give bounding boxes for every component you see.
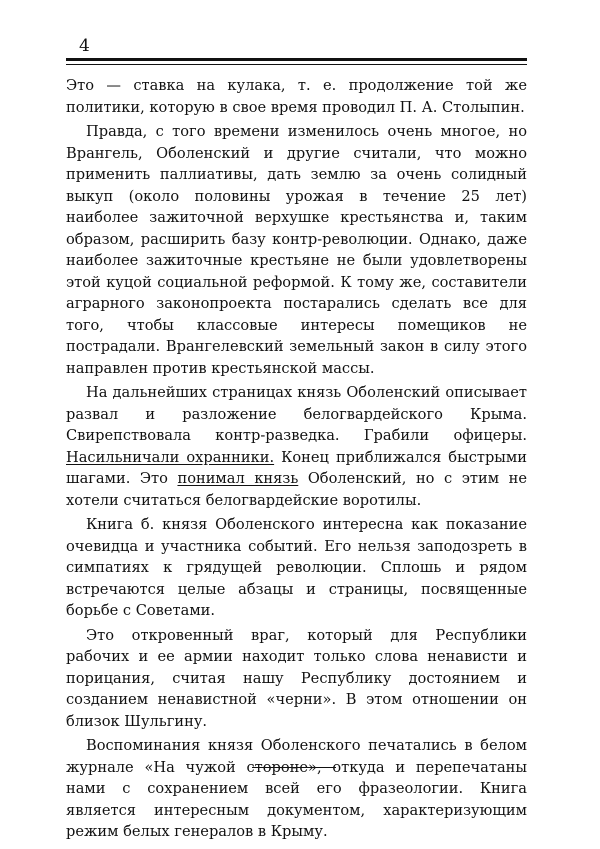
paragraph-2: Правда, с того времени изменилось очень многое, но Врангель, Оболенский и другие считали, что можно применить паллиативы, дать землю за очень солидный выкуп (около половины урожая в течение 25 лет) наиболее зажиточной верхушке крестьянства и, таким образом, расширить базу контр-революции. Однако, даже наиболее зажиточные крестьяне не были удовлетворены этой куцой социальной реформой. К тому же, составители аграрного законопроекта постарались сделать все для того, чтобы классовые интересы помещиков не пострадали. Врангелевский земельный закон в силу этого направлен против крестьянской массы. — [66, 123, 527, 377]
paragraph-3-part-a: На дальнейших страницах князь Оболенский описывает развал и разложение белогвардейского Крыма. Свирепствовала контр-разведка. Грабили офицеры. — [66, 384, 527, 444]
header-rule-thin — [66, 64, 527, 65]
paragraph-4: Книга б. князя Оболенского интересна как показание очевидца и участника событий. Его нельзя заподозреть в симпатиях к грядущей революции. Сплошь и рядом встречаются целые абзацы и страницы, посвященные борьбе с Советами. — [66, 516, 527, 619]
paragraph-6: Воспоминания князя Оболенского печатались в белом журнале «На чужой стороне», откуда и перепечатаны нами с сохранением всей его фразеологии. Книга является интересным документом, характеризующим режим белых генералов в Крыму. — [66, 737, 527, 840]
underlined-phrase-prince: понимал князь — [177, 470, 299, 487]
paragraph-3-part-e: Оболенский, но с этим не хотели считаться белогвардейские воротилы. — [66, 470, 527, 509]
body-text — [66, 75, 527, 846]
underlined-phrase-guards: Насильничали охранники. — [66, 448, 275, 466]
end-rule — [252, 767, 336, 768]
page-number: 4 — [79, 36, 90, 56]
paragraph-3-part-c: Конец приближался быстрыми шагами. Это — [66, 448, 527, 487]
paragraph-1: Это — ставка на кулака, т. е. продолжение той же политики, которую в свое время проводил П. А. Столыпин. — [66, 77, 527, 116]
paragraph-5: Это откровенный враг, который для Республики рабочих и ее армии находит только слова ненависти и порицания, считая нашу Республику достоянием и созданием ненавистной «черни». В этом отношении он близок Шульгину. — [66, 626, 527, 730]
header-rule-thick — [66, 58, 527, 61]
paragraph-3 — [66, 382, 527, 511]
